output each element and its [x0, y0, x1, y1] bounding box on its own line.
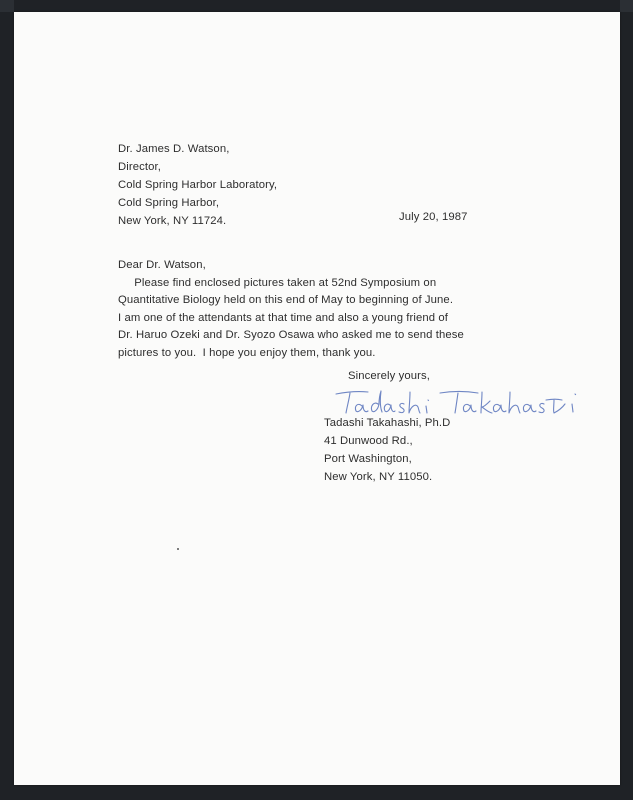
- closing: Sincerely yours,: [348, 370, 430, 382]
- paper-speck: [177, 548, 179, 550]
- letter-page: [14, 12, 620, 785]
- sender-line: New York, NY 11050.: [324, 471, 433, 483]
- sender-line: 41 Dunwood Rd.,: [324, 435, 413, 447]
- recipient-line: Cold Spring Harbor,: [118, 197, 220, 209]
- sender-address: [324, 414, 450, 486]
- letter-body: [118, 257, 464, 363]
- recipient-line: Director,: [118, 161, 161, 173]
- scan-corner-left: [0, 0, 14, 12]
- body-line: Please find enclosed pictures taken at 52nd Symposium on: [118, 276, 437, 289]
- sender-line: Port Washington,: [324, 453, 412, 465]
- sender-line: Tadashi Takahashi, Ph.D: [324, 417, 451, 429]
- body-line: Dr. Haruo Ozeki and Dr. Syozo Osawa who asked me to send these: [118, 329, 464, 342]
- body-line: I am one of the attendants at that time and also a young friend of: [118, 311, 449, 324]
- scan-corner-right: [620, 0, 633, 12]
- recipient-line: Dr. James D. Watson,: [118, 143, 230, 155]
- recipient-address: [118, 140, 277, 230]
- body-line: pictures to you. I hope you enjoy them, thank you.: [118, 346, 376, 359]
- letter-date: July 20, 1987: [399, 211, 468, 223]
- recipient-line: Cold Spring Harbor Laboratory,: [118, 179, 278, 191]
- salutation: Dear Dr. Watson,: [118, 259, 206, 271]
- recipient-line: New York, NY 11724.: [118, 215, 227, 227]
- body-line: Quantitative Biology held on this end of May to beginning of June.: [118, 294, 454, 307]
